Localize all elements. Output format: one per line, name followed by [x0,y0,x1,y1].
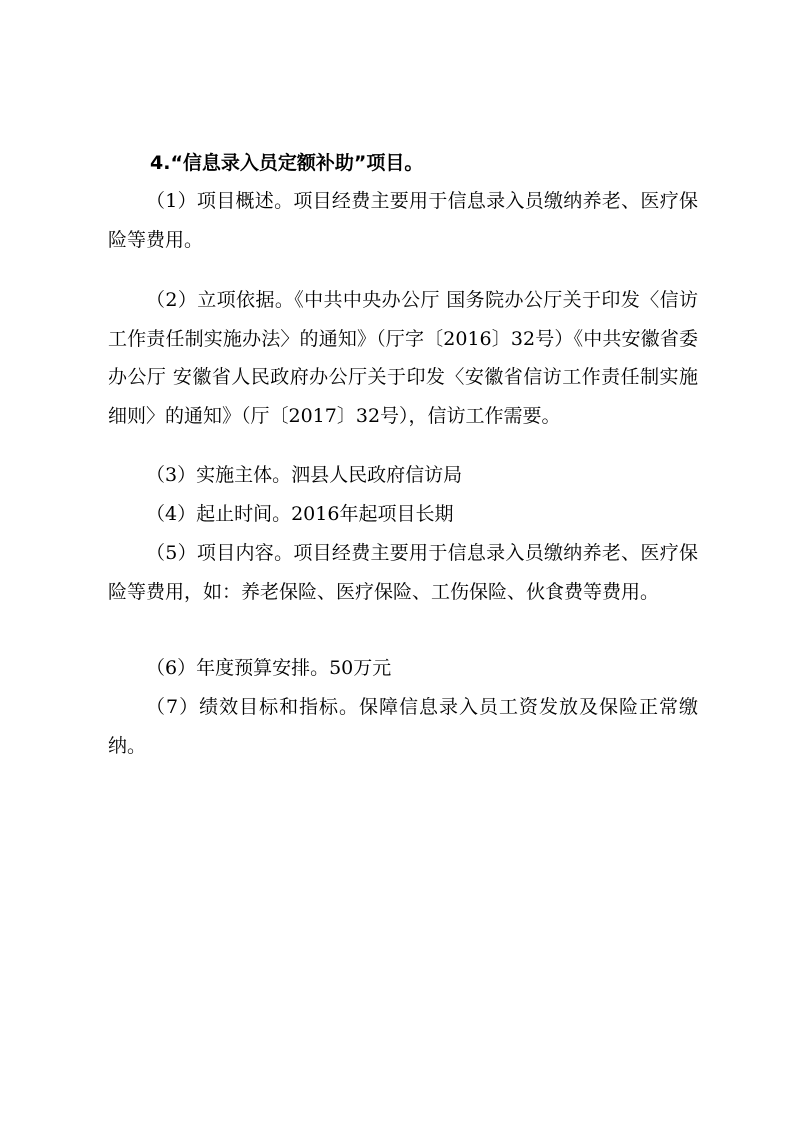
paragraph-project-overview: （1）项目概述。项目经费主要用于信息录入员缴纳养老、医疗保险等费用。 [108,190,698,251]
paragraph-time-period: （4）起止时间。2016年起项目长期 [146,503,454,525]
paragraph-project-basis: （2）立项依据。《中共中央办公厅 国务院办公厅关于印发〈信访工作责任制实施办法〉的通知》（厅字〔2016〕32号）《中共安徽省委办公厅 安徽省人民政府办公厅关于印发〈安徽省信访工作责任制实施细则〉的通知》（厅〔2017〕32号），信访工作需要。 [108,289,698,427]
paragraph-implementing-body: （3）实施主体。泗县人民政府信访局 [146,464,463,486]
paragraph-performance-goals: （7）绩效目标和指标。保障信息录入员工资发放及保险正常缴纳。 [108,696,698,757]
paragraph-project-content: （5）项目内容。项目经费主要用于信息录入员缴纳养老、医疗保险等费用，如：养老保险、医疗保险、工伤保险、伙食费等费用。 [108,542,698,603]
section-heading: 4.“信息录入员定额补助”项目。 [150,152,424,174]
paragraph-annual-budget: （6）年度预算安排。50万元 [146,657,392,679]
